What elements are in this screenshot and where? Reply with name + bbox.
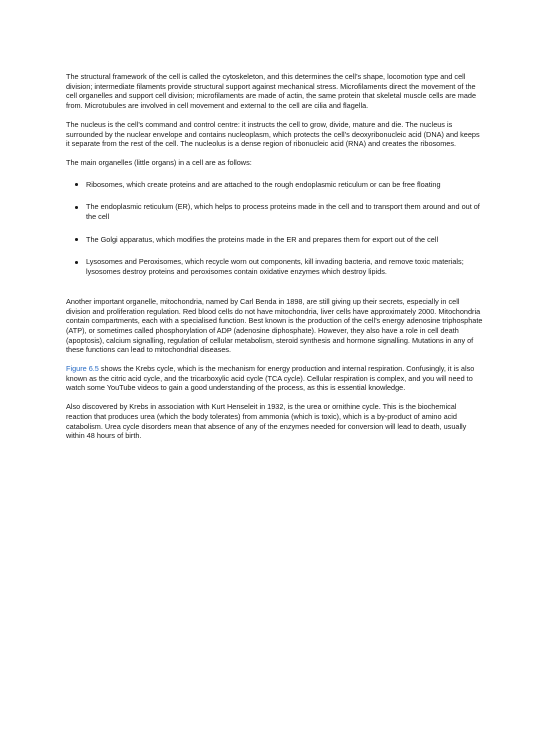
organelle-list: [66, 180, 484, 277]
paragraph-urea: Also discovered by Krebs in association with Kurt Henseleit in 1932, is the urea or ornithine cycle. This is the biochemical reaction that produces urea (which the body tolerates) from ammonia (which is toxic), which is a by-product of amino acid catabolism. Urea cycle disorders mean that absence of any of the enzymes needed for conversion will lead to death, usually within 48 hours of birth.: [66, 402, 467, 441]
paragraph-krebs: [66, 364, 484, 393]
list-item-endoplasmic-reticulum: The endoplasmic reticulum (ER), which helps to process proteins made in the cell and to transport them around and out of the cell: [86, 202, 484, 221]
list-item-ribosomes: Ribosomes, which create proteins and are attached to the rough endoplasmic reticulum or can be free floating: [86, 180, 484, 190]
paragraph-nucleus: The nucleus is the cell’s command and control centre: it instructs the cell to grow, divide, mature and die. The nucleus is surrounded by the nuclear envelope and contains nucleoplasm, which protects the cell’s deoxyribonucleic acid (DNA) and keeps it separate from the rest of the cell. The nucleolus is a dense region of ribonucleic acid (RNA) and creates the ribosomes.: [66, 119, 480, 149]
krebs-text: shows the Krebs cycle, which is the mechanism for energy production and internal respiration. Confusingly, it is also known as the citric acid cycle, and the tricarboxylic acid cycle (TCA cycle). Cellular respiration is complex, and you will need to watch some YouTube videos to gain a good understanding of the process, as this is essential knowledge.: [66, 364, 475, 393]
figure-link[interactable]: Figure 6.5: [66, 364, 99, 374]
paragraph-cytoskeleton: The structural framework of the cell is called the cytoskeleton, and this determines the cell’s shape, locomotion type and cell division; intermediate filaments provide structural support against mechanical stress. Microfilaments direct the movement of the cell organelles and support cell division; microfilaments are made of actin, the same protein that skeletal muscle cells are made from. Microtubules are involved in cell movement and external to the cell are cilia and flagella.: [66, 72, 477, 111]
document-body: [66, 72, 484, 450]
paragraph-organelles-intro: The main organelles (little organs) in a cell are as follows:: [66, 157, 252, 167]
list-item-lysosomes-peroxisomes: Lysosomes and Peroxisomes, which recycle worn out components, kill invading bacteria, and remove toxic materials; lysosomes destroy proteins and peroxisomes contain oxidative enzymes which destroy lipids.: [86, 257, 484, 276]
list-item-golgi-apparatus: The Golgi apparatus, which modifies the proteins made in the ER and prepares them for export out of the cell: [86, 235, 484, 245]
paragraph-mitochondria: Another important organelle, mitochondria, named by Carl Benda in 1898, are still giving up their secrets, especially in cell division and proliferation regulation. Red blood cells do not have mitochondria, liver cells have approximately 2000. Mitochondria contain compartments, each with a specialised function. Best known is the production of the cell’s energy adenosine triphosphate (ATP), or sometimes called phosphorylation of ADP (adenosine diphosphate). However, they also have a role in cell death (apoptosis), calcium signalling, regulation of cellular metabolism, steroid synthesis and hormone signalling. Mutations in any of these functions can lead to mitochondrial diseases.: [66, 296, 483, 355]
